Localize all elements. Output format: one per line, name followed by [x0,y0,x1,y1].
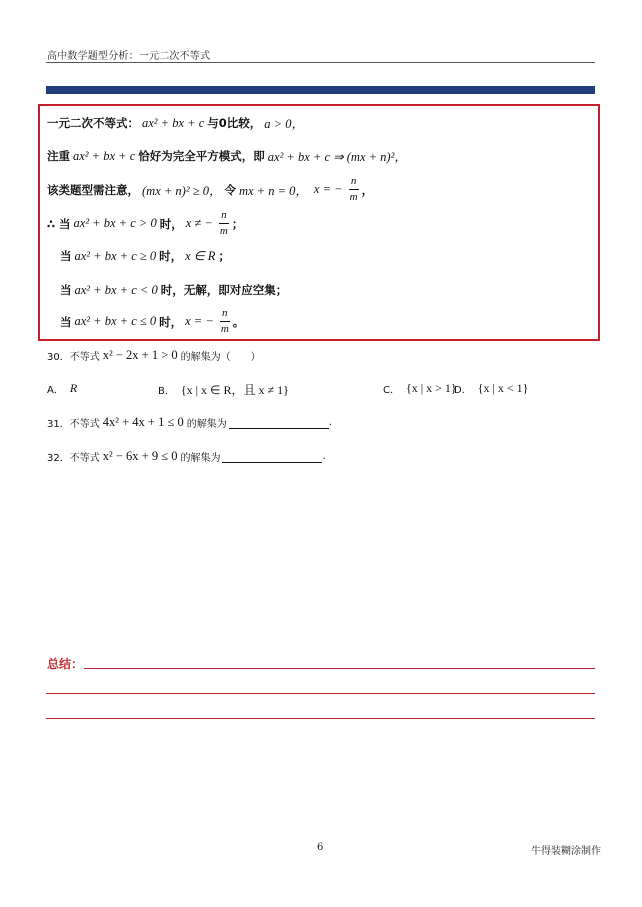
summary-line-1 [47,114,307,132]
option-label: A． [47,385,64,396]
option-value: R [69,381,78,395]
summary-line-5 [60,248,230,264]
summary-line-5-text: 当 [60,249,72,263]
summary-line-4-fraction [219,210,229,237]
summary-line-3-end: ， [361,182,374,197]
option-label: B． [158,386,175,397]
fraction-denominator: m [349,191,358,203]
summary-line-4-end: ； [231,216,244,231]
summary-line-2 [47,147,410,165]
question-31-prefix: 31．不等式 [47,419,100,430]
summary-line-2-mid: 恰好为完全平方模式，即 [138,149,265,163]
summary-line-4-math2: x ≠ − [185,216,213,230]
summary-line-6-math1: ax² + bx + c < 0 [74,282,158,297]
summary-line-4 [47,210,243,237]
summary-line-7-mid: 时， [159,314,183,329]
question-30-option-c[interactable] [383,381,457,396]
summary-line-5-math1: ax² + bx + c ≥ 0 [74,248,157,263]
summary-line-5-mid: 时， [159,249,183,263]
header-title: 高中数学题型分析：一元二次不等式 [47,51,211,62]
summary-line-4-math1: ax² + bx + c > 0 [73,216,157,230]
summary-rule-3[interactable] [46,718,595,719]
summary-line-1-mid: 与0比较， [207,116,262,130]
summary-line-3 [47,176,373,203]
question-31-end: . [328,417,332,428]
summary-line-1-math1: ax² + bx + c [142,115,205,130]
fraction-numerator: n [221,209,227,221]
header-rule [46,62,595,63]
footer-credit: 牛得装糊涂制作 [531,846,601,857]
summary-line-7-text: 当 [60,314,72,329]
question-30-prefix: 30．不等式 [47,352,100,363]
fraction-denominator: m [219,225,228,237]
question-30-option-a[interactable] [47,381,77,396]
summary-line-3-math1: (mx + n)² ≥ 0， [142,183,222,198]
summary-rule-1[interactable] [84,668,595,669]
summary-line-3-math2: mx + n = 0， [238,183,308,198]
option-label: D． [454,385,472,396]
question-32-end: . [322,451,326,462]
option-value: {x | x > 1} [405,381,457,395]
question-30 [47,348,261,363]
question-32-math: x² − 6x + 9 ≤ 0 [102,449,178,463]
summary-line-5-end: ； [218,249,230,263]
option-label: C． [383,385,400,396]
answer-blank-32[interactable] [222,451,322,463]
summary-line-5-math2: x ∈ R [185,249,216,263]
option-value: {x | x ∈ R，且 x ≠ 1} [180,383,289,397]
question-30-option-d[interactable] [454,381,528,396]
summary-line-3-fraction [349,176,359,203]
summary-line-1-text: 一元二次不等式： [47,116,139,130]
summary-line-3-mid: 令 [224,182,236,197]
question-30-suffix: 的解集为（ ） [180,352,261,363]
question-31-math: 4x² + 4x + 1 ≤ 0 [102,415,184,429]
summary-label: 总结： [47,657,84,671]
question-32-suffix: 的解集为 [180,453,221,464]
page-number: 6 [317,842,324,853]
question-30-option-b[interactable] [158,381,289,398]
summary-line-4-text: ∴ 当 [47,216,71,231]
summary-line-7-math2: x = − [185,314,214,328]
fraction-numerator: n [222,307,228,319]
summary-line-6-mid: 时，无解，即对应空集； [160,283,288,297]
summary-line-1-math2: a > 0， [264,117,304,131]
question-32-prefix: 32．不等式 [47,453,100,464]
summary-line-3-math3: x = − [313,182,343,196]
summary-line-4-mid: 时， [159,216,183,231]
summary-rule-2[interactable] [46,693,595,694]
summary-line-2-text: 注重 [47,149,70,163]
summary-line-6-text: 当 [60,283,72,297]
summary-line-6 [60,282,287,298]
question-31 [47,415,332,430]
summary-line-3-text: 该类题型需注意， [47,182,139,197]
summary-line-2-math2: ax² + bx + c ⇒ (mx + n)²， [267,150,407,164]
fraction-numerator: n [350,175,357,187]
fraction-denominator: m [220,323,229,335]
answer-blank-31[interactable] [229,417,329,429]
header-blue-band [46,86,595,94]
summary-line-7 [60,308,244,335]
question-32 [47,449,326,464]
question-31-suffix: 的解集为 [186,419,227,430]
summary-line-2-math1: ax² + bx + c [73,148,136,163]
question-30-math: x² − 2x + 1 > 0 [102,348,178,362]
summary-line-7-end: 。 [232,314,245,329]
option-value: {x | x < 1} [477,381,529,395]
summary-line-7-math1: ax² + bx + c ≤ 0 [74,314,157,328]
summary-line-7-fraction [220,308,230,335]
